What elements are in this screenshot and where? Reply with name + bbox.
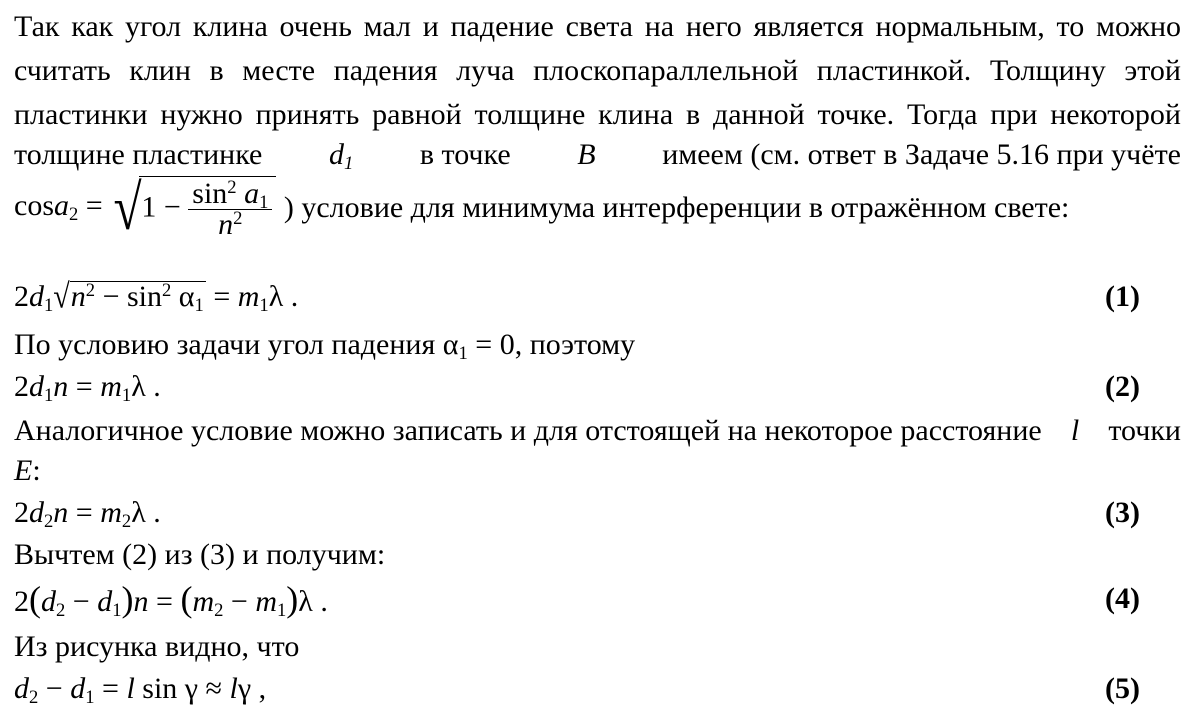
- point-e: E: [14, 454, 33, 487]
- condition-text-a: По условию задачи угол падения: [14, 328, 436, 361]
- equation-4-number: (4): [1105, 582, 1140, 615]
- paragraph-line-1: Так как угол клина очень мал и падение света на него является нормальным, то можно: [14, 10, 1181, 43]
- condition-line: [14, 328, 636, 365]
- subtract-line: Вычтем (2) из (3) и получим:: [14, 538, 386, 571]
- equation-5-formula: $d_2 - d_1 = l$ sin γ ≈ lγ ,: [14, 672, 267, 709]
- figure-line: Из рисунка видно, что: [14, 630, 300, 663]
- equation-2-formula: $2d_1n = m_1\lambda$ .: [14, 370, 161, 407]
- line4-text-a: толщине пластинке: [14, 138, 263, 171]
- distance-l: l: [1070, 414, 1080, 447]
- paragraph-line-3: пластинки нужно принять равной толщине клина в данной точке. Тогда при некоторой: [14, 98, 1181, 131]
- analog-line: [14, 414, 1181, 448]
- equation-5-number: (5): [1105, 672, 1140, 705]
- cos-formula: cosa$_2$ = √1 − $\frac{\sin^2 a_1}{n^2}$: [14, 176, 276, 240]
- line4-text-c: имеем (см. ответ в Задаче 5.16 при учёте: [662, 138, 1181, 171]
- equation-4-formula: $2(d_2 - d_1)n = (m_2 - m_1)\lambda$ .: [14, 579, 328, 622]
- equation-3-formula: $2d_2n = m_2\lambda$ .: [14, 496, 161, 533]
- equation-1-number: (1): [1105, 280, 1140, 313]
- line5-text: ) условие для минимума интерференции в отражённом свете:: [283, 191, 1070, 224]
- equation-1-formula: $2d_1√n^2 - \sin^2 \alpha_1 = m_1\lambda$ .: [14, 277, 299, 317]
- thickness-d1: $d_1$: [328, 138, 354, 175]
- analog-text-b: точки: [1108, 414, 1181, 447]
- paragraph-line-2: считать клин в месте падения луча плоскопараллельной пластинкой. Толщину этой: [14, 54, 1181, 87]
- equation-4: [14, 579, 1140, 622]
- equation-5: [14, 672, 1140, 709]
- analog-text-a: Аналогичное условие можно записать и для отстоящей на некоторое расстояние: [14, 414, 1042, 447]
- equation-1: [14, 277, 1140, 317]
- point-e-line: [14, 454, 41, 488]
- paragraph-line-5: [14, 172, 1070, 256]
- equation-2: [14, 370, 1140, 407]
- point-e-colon: :: [32, 454, 41, 487]
- paragraph-line-4: [14, 138, 1181, 175]
- condition-text-b: , поэтому: [514, 328, 636, 361]
- equation-3: [14, 496, 1140, 533]
- equation-2-number: (2): [1105, 370, 1140, 403]
- line4-text-b: в точке: [419, 138, 511, 171]
- equation-3-number: (3): [1105, 496, 1140, 529]
- alpha-zero: $\alpha_1 = 0$: [442, 328, 515, 365]
- point-b: B: [577, 138, 596, 171]
